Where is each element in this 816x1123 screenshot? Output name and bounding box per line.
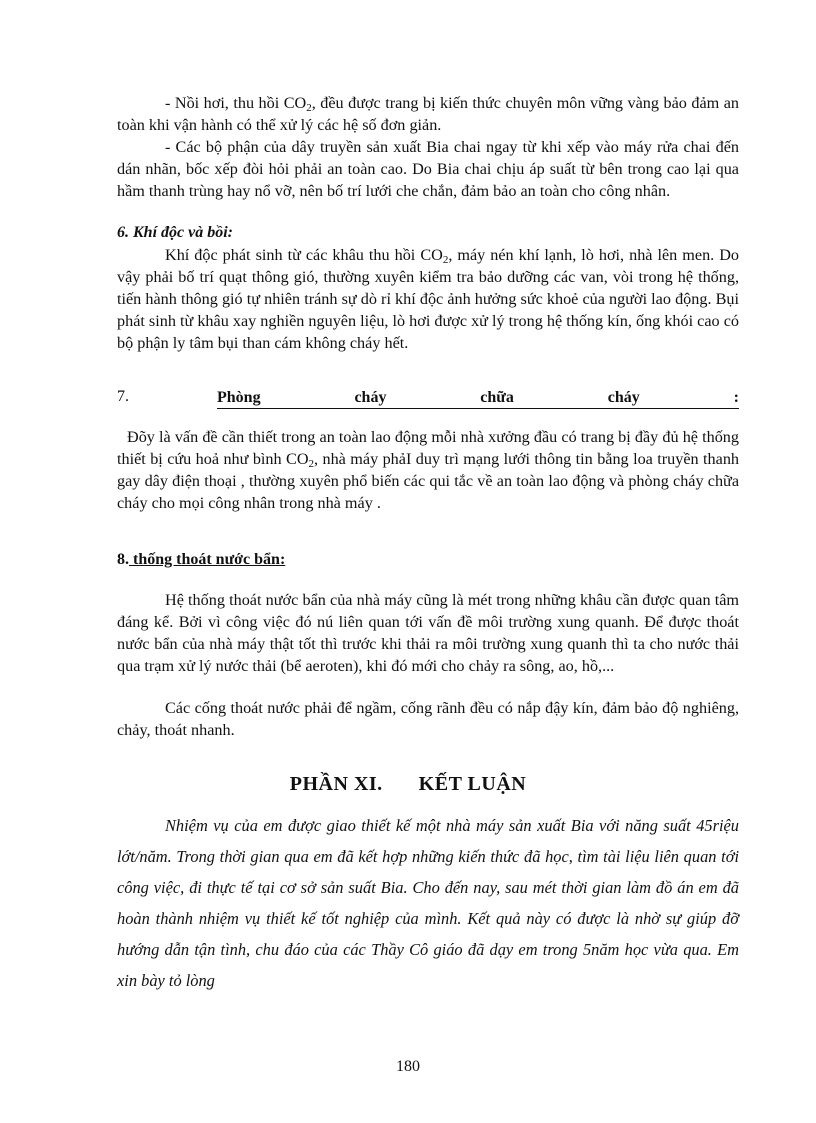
heading-drainage (117, 551, 285, 569)
heading-7-word: chữa (480, 389, 514, 406)
paragraph-sewer: Các cống thoát nước phải để ngầm, cống rãnh đều có nắp đậy kín, đảm bảo độ nghiêng, chảy, thoát nhanh. (117, 699, 739, 739)
paragraph-toxic-gas (117, 244, 739, 354)
heading-8-title: thống thoát nước bẩn: (129, 551, 286, 568)
heading-7-colon: : (733, 389, 739, 406)
page-number: 180 (396, 1058, 420, 1075)
heading-fire-prevention (117, 388, 739, 410)
paragraph-fire (117, 426, 739, 514)
heading-7-word: Phòng (217, 389, 261, 406)
fire-text-post: , nhà máy phảI duy trì mạng lưới thông tin bằng loa truyền thanh gay dây điện thoại , thường xuyên phổ biến các qui tắc về an toàn lao động và phòng cháy chữa cháy cho mọi công nhân trong nhà máy . (117, 450, 740, 512)
heading-7-title (217, 388, 739, 409)
heading-7-number: 7. (117, 388, 129, 405)
heading-8-number: 8. (117, 551, 129, 568)
gas-text-post: , máy nén khí lạnh, lò hơi, nhà lên men. Do vậy phải bố trí quạt thông gió, thường xuyên kiểm tra bảo dưỡng các van, vòi trong hệ thống, tiến hành thông gió tự nhiên tránh sự dò rỉ khí độc ảnh hưởng sức khoẻ của người lao động. Bụi phát sinh từ khâu xay nghiền nguyên liệu, lò hơi được xử lý trong hệ thống kín, ống khói cao có bộ phận ly tâm bụi than cám không cháy hết. (117, 246, 740, 352)
part-number: PHẦN XI. (289, 773, 383, 795)
paragraph-bottling: - Các bộ phận của dây truyền sản xuất Bia chai ngay từ khi xếp vào máy rửa chai đến dán nhãn, bốc xếp đòi hỏi phải an toàn cao. Do Bia chai chịu áp suất từ bên trong cao lại qua hầm thanh trùng hay nổ vỡ, nên bố trí lưới che chắn, đảm bảo an toàn cho công nhân. (117, 138, 739, 200)
paragraph-boiler (117, 92, 739, 136)
gas-text-pre: Khí độc phát sinh từ các khâu thu hồi CO (165, 246, 443, 264)
boiler-subscript: 2 (306, 102, 312, 114)
boiler-text-pre: - Nồi hơi, thu hồi CO (165, 94, 307, 112)
gas-subscript: 2 (442, 254, 449, 266)
part-title: KẾT LUẬN (418, 773, 527, 795)
heading-toxic-gas: 6. Khí độc và bồi: (117, 224, 233, 241)
fire-text-pre: Đõy là vấn đề cần thiết trong an toàn lao động mỗi nhà xưởng đầu có trang bị đầy đủ hệ thống thiết bị cứu hoả như bình CO (117, 428, 739, 468)
part-heading (0, 773, 816, 796)
heading-7-word: cháy (354, 389, 387, 406)
paragraph-drainage: Hệ thống thoát nước bẩn của nhà máy cũng là mét trong những khâu cần được quan tâm đáng kể. Bởi vì công việc đó nú liên quan tới vấn đề môi trường xung quanh. Để được thoát nước bẩn của nhà máy thật tốt thì trước khi thải ra môi trường xung quanh thì ta cho nước thải qua trạm xử lý nước thải (bể aeroten), khi đó mới cho chảy ra sông, ao, hồ,... (117, 591, 739, 675)
boiler-text-post: , đều được trang bị kiến thức chuyên môn vững vàng bảo đảm an toàn khi vận hành có thể xử lý các hệ số đơn giản. (117, 94, 739, 134)
heading-7-word: cháy (607, 389, 640, 406)
paragraph-conclusion: Nhiệm vụ của em được giao thiết kế một nhà máy sản xuất Bia với năng suất 45riệu lớt/năm. Trong thời gian qua em đã kết hợp những kiến thức đã học, tìm tài liệu liên quan tới công việc, đi thực tế tại cơ sở sản suất Bia. Cho đến nay, sau mét thời gian làm đồ án em đã hoàn thành nhiệm vụ thiết kế tốt nghiệp của mình. Kết quả này có được là nhờ sự giúp đỡ hướng dẫn tận tình, chu đáo của các Thầy Cô giáo đã dạy em trong 5năm học vừa qua. Em xin bày tỏ lòng (117, 816, 739, 990)
fire-subscript: 2 (308, 458, 315, 470)
